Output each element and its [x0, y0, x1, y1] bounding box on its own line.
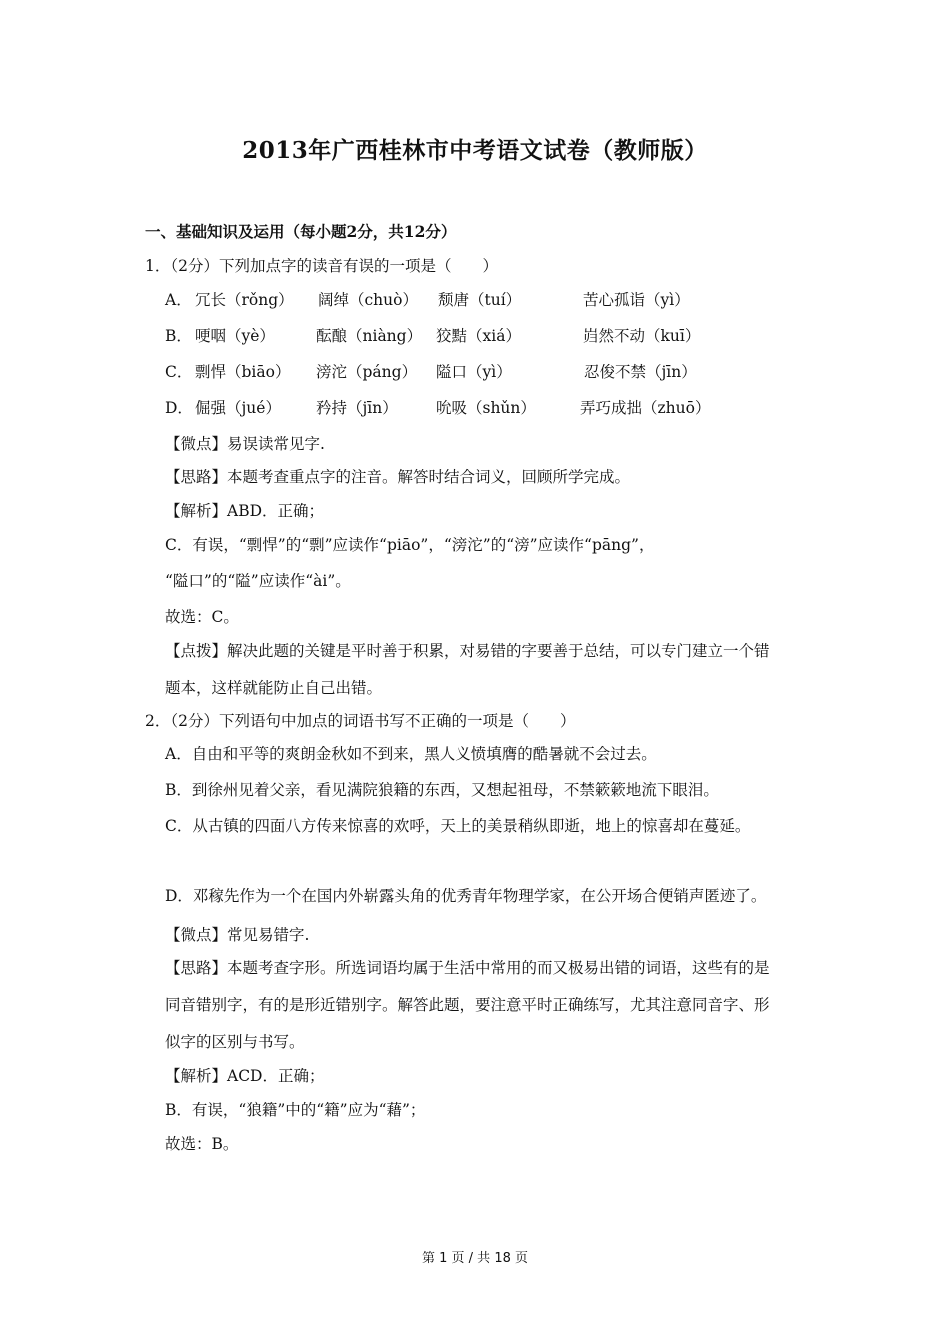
option-item: 酝酿（niàng）: [316, 327, 423, 345]
option-label: B．: [165, 327, 192, 345]
q2-jiexi: 【解析】ACD．正确；: [165, 1067, 325, 1085]
option-label: A．: [165, 291, 192, 309]
q1-silu: 【思路】本题考查重点字的注音。解答时结合词义，回顾所学完成。: [165, 468, 631, 486]
option-item: 隘口（yì）: [436, 363, 512, 381]
option-item: 吮吸（shǔn）: [436, 399, 536, 417]
q2-weidian: 【微点】常见易错字.: [165, 926, 310, 944]
option-item: 剽悍（biāo）: [195, 363, 291, 381]
q2-silu-1: 【思路】本题考查字形。所选词语均属于生活中常用的而又极易出错的词语，这些有的是: [165, 959, 770, 977]
option-label: C．: [165, 363, 193, 381]
q1-explain-2: “隘口”的“隘”应读作“ài”。: [165, 572, 351, 590]
option-item: 苦心孤诣（yì）: [583, 291, 690, 309]
q1-dianbo-2: 题本，这样就能防止自己出错。: [165, 679, 383, 697]
q2-explain: B．有误，“狼籍”中的“籍”应为“藉”；: [165, 1101, 426, 1119]
q2-silu-2: 同音错别字，有的是形近错别字。解答此题，要注意平时正确练写，尤其注意同音字、形: [165, 996, 770, 1014]
page-title: 2013年广西桂林市中考语文试卷（教师版）: [242, 137, 708, 164]
option-item: 忍俊不禁（jīn）: [584, 363, 697, 381]
option-item: 颓唐（tuí）: [438, 291, 522, 309]
question-2-stem: 2．（2分）下列语句中加点的词语书写不正确的一项是（ ）: [145, 712, 576, 730]
q2-option-a: A．自由和平等的爽朗金秋如不到来，黑人义愤填膺的酷暑就不会过去。: [165, 745, 657, 763]
q2-option-b: B．到徐州见着父亲，看见满院狼籍的东西，又想起祖母，不禁簌簌地流下眼泪。: [165, 781, 719, 799]
option-item: 狡黠（xiá）: [436, 327, 521, 345]
option-item: 倔强（jué）: [195, 399, 281, 417]
q1-answer: 故选：C。: [165, 608, 239, 626]
q1-explain-1: C．有误，“剽悍”的“剽”应读作“piāo”，“滂沱”的“滂”应读作“pāng”，: [165, 536, 655, 554]
q1-weidian: 【微点】易误读常见字.: [165, 435, 325, 453]
q2-option-c: C．从古镇的四面八方传来惊喜的欢呼，天上的美景稍纵即逝，地上的惊喜却在蔓延。: [165, 817, 751, 835]
q2-answer: 故选：B。: [165, 1135, 239, 1153]
page-footer: 第 1 页 / 共 18 页: [422, 1251, 528, 1266]
option-item: 岿然不动（kuī）: [583, 327, 701, 345]
question-1-stem: 1．（2分）下列加点字的读音有误的一项是（ ）: [145, 257, 498, 275]
option-item: 阔绰（chuò）: [318, 291, 418, 309]
q2-silu-3: 似字的区别与书写。: [165, 1033, 305, 1051]
option-label: D．: [165, 399, 193, 417]
option-item: 滂沱（páng）: [316, 363, 418, 381]
option-item: 矜持（jīn）: [316, 399, 398, 417]
option-item: 哽咽（yè）: [195, 327, 275, 345]
section-heading: 一、基础知识及运用（每小题2分，共12分）: [145, 222, 457, 241]
option-item: 弄巧成拙（zhuō）: [580, 399, 711, 417]
option-item: 冗长（rǒng）: [195, 291, 294, 309]
q2-option-d: D．邓稼先作为一个在国内外崭露头角的优秀青年物理学家，在公开场合便销声匿迹了。: [165, 887, 767, 905]
q1-jiexi: 【解析】ABD．正确；: [165, 502, 325, 520]
q1-dianbo-1: 【点拨】解决此题的关键是平时善于积累，对易错的字要善于总结，可以专门建立一个错: [165, 642, 770, 660]
